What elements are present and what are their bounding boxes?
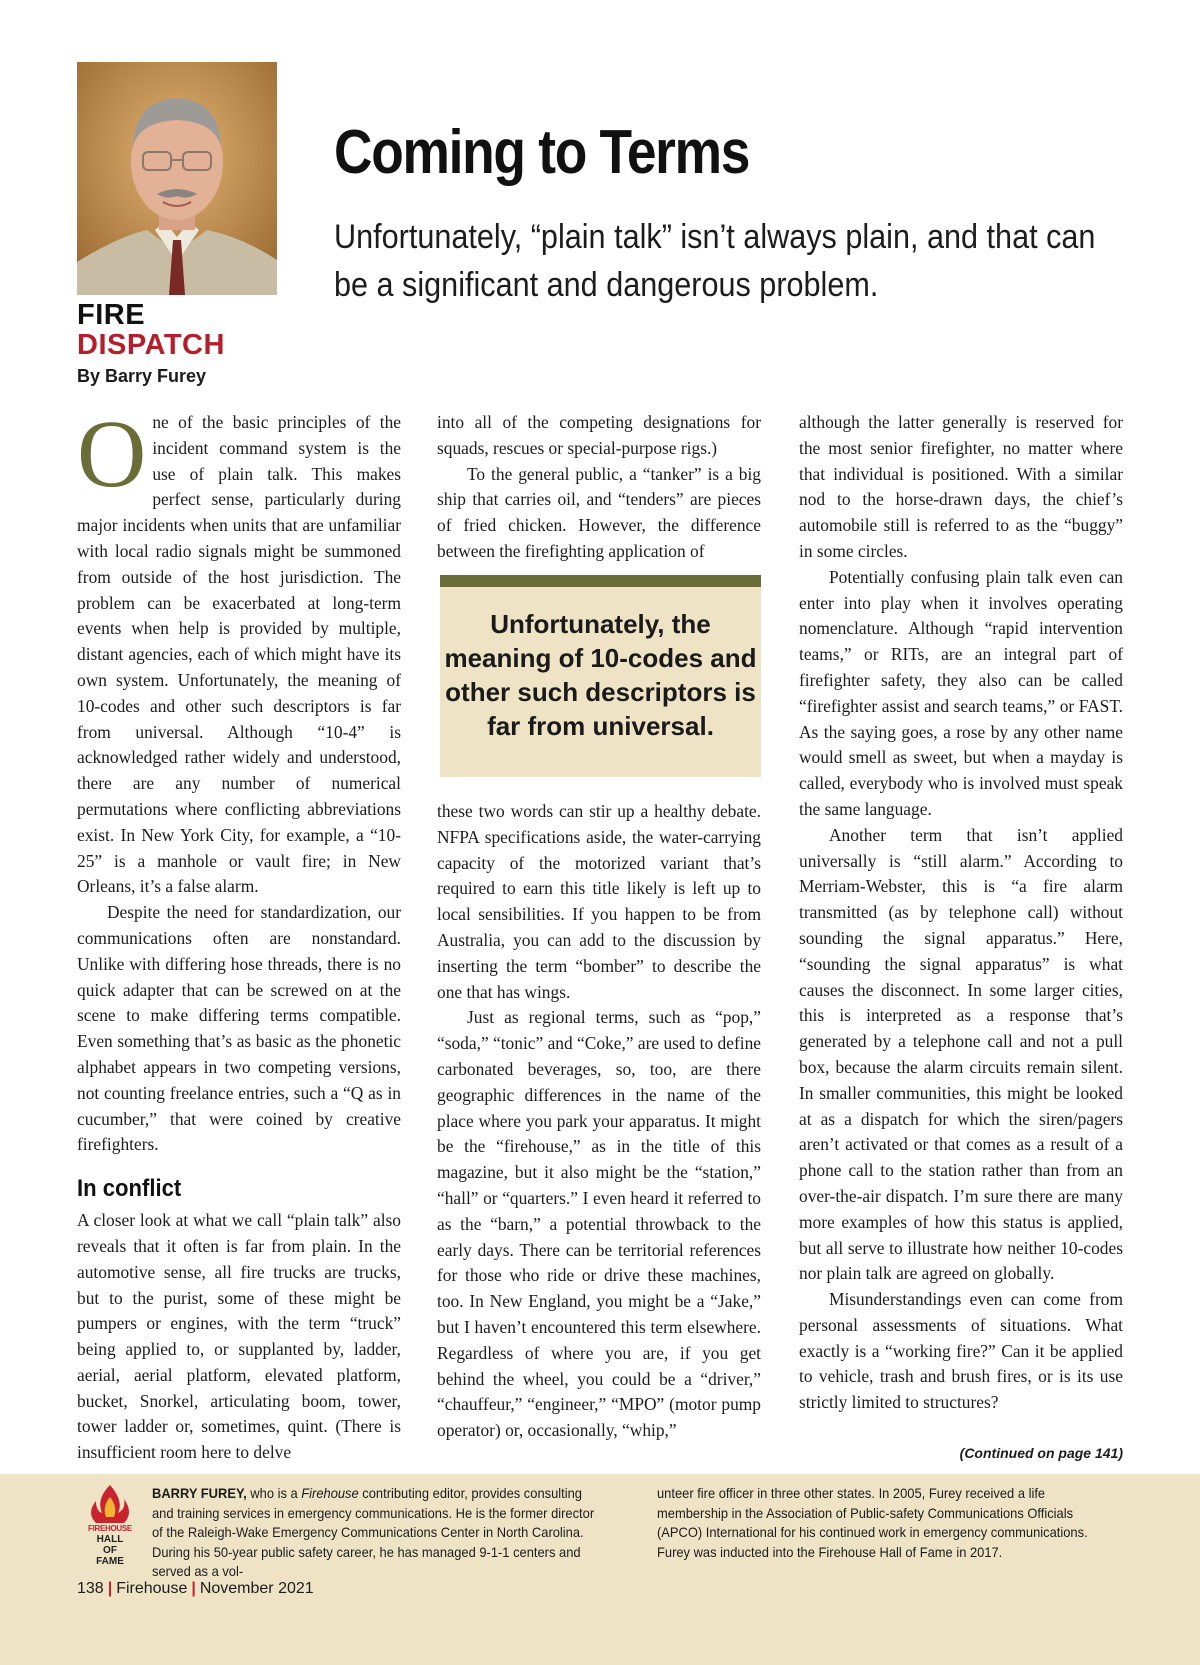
subhead-in-conflict: In conflict <box>77 1175 182 1203</box>
section-label-fire: FIRE <box>77 299 146 331</box>
footer-date: November 2021 <box>199 1580 314 1597</box>
author-bio-column-2: unteer fire officer in three other states. In 2005, Furey received a life membership in the Association of Public-safety Communications Officials (APCO) International for his continued work in emergency communications. Furey was inducted into the Firehouse Hall of Fame in 2017. <box>657 1486 1088 1560</box>
logo-line: HALL <box>96 1534 124 1545</box>
drop-cap: O <box>77 400 147 507</box>
pull-quote-box <box>440 575 761 777</box>
body-column-1 <box>77 400 401 1466</box>
article-deck: Unfortunately, “plain talk” isn’t always plain, and that can be a significant and dangerous problem. <box>334 218 1096 304</box>
body-paragraph: these two words can stir up a healthy debate. NFPA specifications aside, the water-carrying capacity of the motorized variant that’s required to earn this title likely is left up to local sensibilities. If you happen to be from Australia, you can add to the discussion by inserting the term “bomber” to describe the one that has wings. <box>437 801 761 1002</box>
page-number: 138 <box>77 1580 104 1597</box>
body-column-2-top <box>437 410 761 565</box>
body-paragraph: Despite the need for standardization, our communications often are nonstandard. Unlike with differing hose threads, there is no quick adapter that can be screwed on at the scene to make differing terms compatible. Even something that’s as basic as the phonetic alphabet appears in two competing versions, not counting freelance entries, such a “Q as in cucumber,” that were coined by creative firefighters. <box>77 902 401 1155</box>
body-paragraph: Just as regional terms, such as “pop,” “soda,” “tonic” and “Coke,” are used to define carbonated beverages, so, too, are there geographic differences in the name of the place where you park your apparatus. It might be the “firehouse,” as in the title of this magazine, but it also might be the “station,” “hall” or “quarters.” I even heard it referred to as the “barn,” a potential throwback to the early days. There can be territorial references for those who ride or drive these machines, too. In New England, you might be a “Jake,” but I haven’t encountered this term elsewhere. Regardless of where you are, if you get behind the wheel, you could be a “driver,” “chauffeur,” “engineer,” “MPO” (motor pump operator) or, occasionally, “whip,” <box>437 1007 761 1441</box>
body-paragraph: A closer look at what we call “plain talk” also reveals that it often is far from plain. In the automotive sense, all fire trucks are trucks, but to the purist, some of these might be pumpers or engines, with the term “truck” being applied to, or supplanted by, ladder, aerial, aerial platform, elevated platform, bucket, Snorkel, articulating boom, tower, tower ladder or, sometimes, quint. (There is insufficient room here to delve <box>77 1210 401 1463</box>
body-paragraph: One of the basic principles of the incident command system is the use of plain talk. This makes perfect sense, particularly during major incidents when units that are unfamiliar with local radio signals might be summoned from outside of the host jurisdiction. The problem can be exacerbated at long-term events when help is provided by multiple, distant agencies, each of which might have its own system. Unfortunately, the meaning of 10-codes and other such descriptors is far from universal. Although “10-4” is acknowledged rather widely and understood, there are any number of numerical permutations where conflicting abbreviations exist. In New York City, for example, a “10-25” is a manhole or vault fire; in New Orleans, it’s a false alarm. <box>77 400 401 897</box>
logo-brand: FIREHOUSE <box>88 1524 132 1533</box>
body-paragraph: Potentially confusing plain talk even can enter into play when it involves operating nomenclature. Although “rapid intervention teams,” or RITs, are an integral part of firefighter safety, they also can be called “firefighter assist and search teams,” or FAST. As the saying goes, a rose by any other name would smell as sweet, but when a mayday is called, everybody who is involved must speak the same language. <box>799 566 1123 819</box>
section-label-dispatch: DISPATCH <box>77 329 225 361</box>
author-portrait-illustration <box>77 62 277 295</box>
pull-quote-text: Unfortunately, the meaning of 10-codes and other such descriptors is far from universal. <box>444 609 757 741</box>
body-paragraph: although the latter generally is reserved for the most senior firefighter, no matter where that individual is positioned. With a similar nod to the horse-drawn days, the chief’s automobile still is referred to as the “buggy” in some circles. <box>799 412 1123 561</box>
body-column-3 <box>799 410 1123 1416</box>
body-paragraph: into all of the competing designations for squads, rescues or special-purpose rigs.) <box>437 412 761 458</box>
page-footer: 138 | Firehouse | November 2021 <box>77 1580 314 1597</box>
body-paragraph: Misunderstandings even can come from personal assessments of situations. What exactly is a “working fire?” Can it be applied to vehicle, trash and brush fires, or is its use strictly limited to structures? <box>799 1289 1123 1413</box>
body-column-2-bottom <box>437 799 761 1444</box>
byline: By Barry Furey <box>77 366 207 386</box>
logo-line: FAME <box>96 1556 124 1567</box>
logo-line: OF <box>103 1545 117 1556</box>
body-paragraph: Another term that isn’t applied universally is “still alarm.” According to Merriam-Webster, this is “a fire alarm transmitted (as by telephone call) without sounding the signal apparatus.” Here, “sounding the signal apparatus” is what causes the disconnect. In some larger cities, this is interpreted as a response that’s generated by a telephone call and not a pull box, because the alarm circuits remain silent. In smaller communities, this might be looked at as a dispatch for which the siren/pagers aren’t activated or that comes as a result of a phone call to the station rather than from an over-the-air dispatch. I’m sure there are many more examples of how this status is applied, but all serve to illustrate how neither 10-codes nor plain talk are agreed on globally. <box>799 824 1123 1284</box>
article-headline: Coming to Terms <box>334 118 750 187</box>
footer-magazine: Firehouse <box>116 1580 188 1597</box>
continued-note: (Continued on page 141) <box>959 1445 1123 1461</box>
body-paragraph: To the general public, a “tanker” is a big ship that carries oil, and “tenders” are pieces of fried chicken. However, the difference between the firefighting application of <box>437 463 761 561</box>
section-label <box>77 300 225 360</box>
author-portrait <box>77 62 277 295</box>
hall-of-fame-logo <box>80 1523 140 1567</box>
author-bio-column-1: BARRY FUREY, who is a Firehouse contributing editor, provides consulting and training services in emergency communications. He is the former director of the Raleigh-Wake Emergency Communications Center in North Carolina. During his 50-year public safety career, he has managed 9-1-1 centers and served as a vol- <box>152 1486 595 1580</box>
